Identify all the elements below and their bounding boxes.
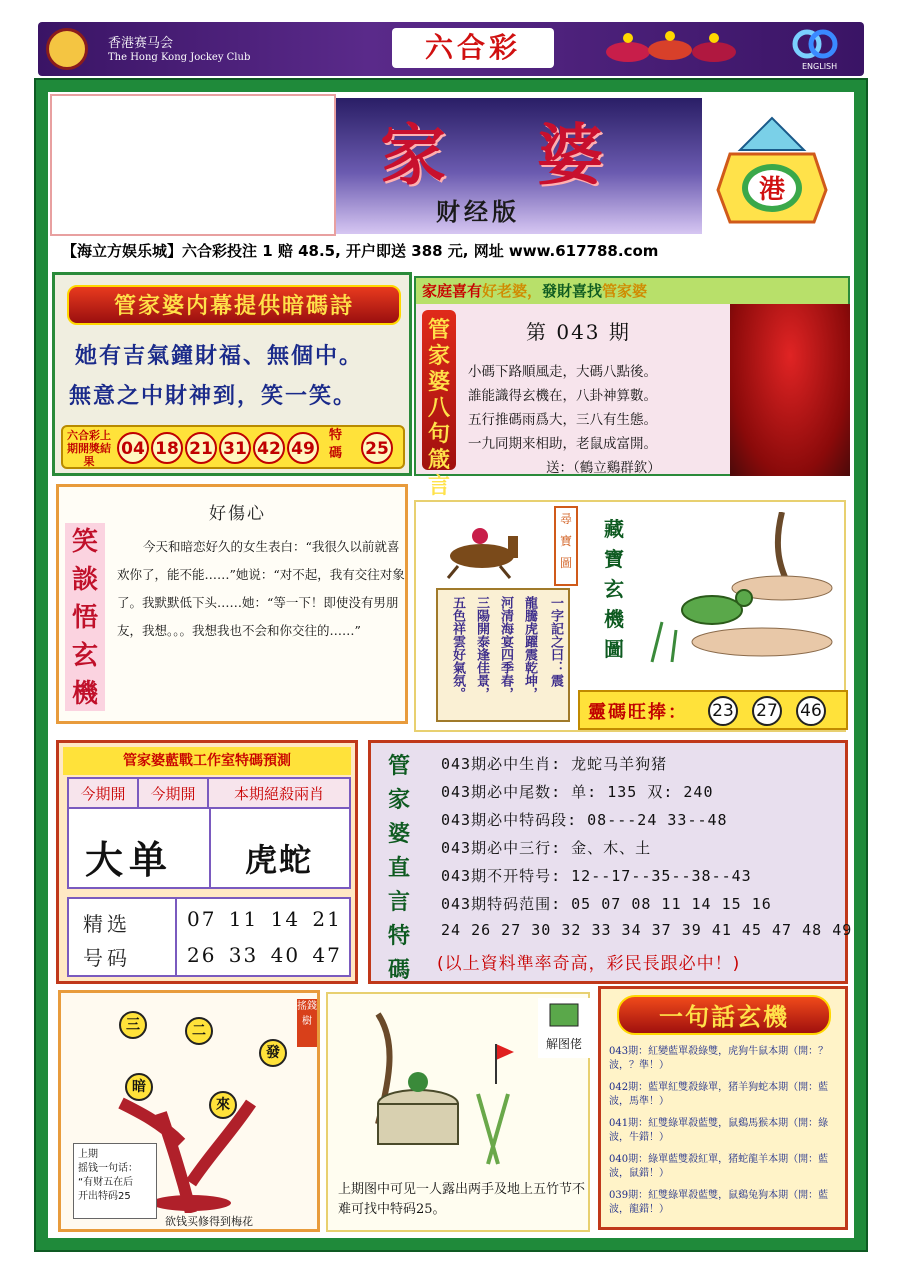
result-ball: 49 [287,432,319,464]
lucky-label: 靈碼旺捧： [588,702,688,723]
org-name-cn: 香港赛马会 [108,36,174,51]
tree-ball: 暗 [125,1073,153,1101]
direct-tips-panel [368,740,853,984]
special-ball: 25 [361,432,393,464]
eight-lines-panel [414,276,850,499]
money-tree-panel [58,990,320,1232]
bride-image [730,304,850,476]
treasure-map-label: 尋寶圖 [554,506,578,586]
result-ball: 31 [219,432,251,464]
poem-panel [52,272,412,476]
tip-line: 043期不开特号: 12--17--35--38--43 [441,867,752,885]
hkjc-logo-icon [46,28,88,70]
scroll-line: 龍騰虎躍震乾坤， [522,596,537,700]
issue-number: 第 043 期 [526,320,631,344]
lucky-numbers-bar [578,690,848,730]
direct-side-title: 管家婆直言特碼 [387,753,410,983]
tree-note: 上期 摇钱一句话： “有财五在后 开出特码25 [73,1143,157,1219]
tree-ball: 發 [259,1039,287,1067]
result-ball: 18 [151,432,183,464]
poem-line-1: 她有吉氣鐘財福、無個中。 [75,343,364,369]
one-line-item: 043期：紅變藍單殺綠雙，虎狗牛鼠本期（開：？波，？準！） [609,1046,829,1071]
riddle-caption: 上期图中可见一人露出两手及地上五竹节不难可找中特码25。 [338,1182,586,1217]
one-line-item: 039期：紅雙綠單殺藍雙，鼠鷄兔狗本期（開：藍波，龍錯！） [609,1190,829,1215]
verse-line: 一九同期来相助，老鼠成富開。 [468,436,657,452]
english-link[interactable]: ENGLISH [802,62,838,71]
header-bar [38,22,864,76]
banner-blank-panel [50,94,336,236]
result-ball: 42 [253,432,285,464]
one-line-item: 042期：藍單紅雙殺綠單，猪羊狗蛇本期（開：藍波，馬準！） [609,1082,829,1107]
ad-banner-link[interactable]: 【海立方娱乐城】六合彩投注 1 赔 48.5, 开户即送 388 元, 网址 www.617788.com [62,242,659,260]
tip-line: 24 26 27 30 32 33 34 37 39 41 45 47 48 49 [441,921,853,939]
tip-line: 043期必中特码段: 08---24 33--48 [441,811,728,829]
tree-ball: 二 [185,1017,213,1045]
duck-pond-image [632,512,842,684]
one-line-item: 041期：紅雙綠單殺藍雙，鼠鷄馬猴本期（開：綠波，牛錯！） [609,1118,829,1143]
verse-line: 小碼下路順風走，大碼八點後。 [468,364,657,380]
joke-panel [56,484,408,724]
jockey-horse-icon [430,516,530,580]
scroll-panel [436,588,570,722]
scroll-line: 一字記之曰：震 [548,596,563,687]
poem-line-2: 無意之中財神到，笑一笑。 [69,383,358,409]
game-title[interactable]: 六合彩 [392,28,554,68]
grid-head: 今期開 [69,779,139,809]
selected-row-2: 26 33 40 47 [187,943,342,967]
one-line-item: 040期：綠單藍雙殺紅單，猪蛇龍羊本期（開：藍波，鼠錯！） [609,1154,829,1179]
joke-title: 好傷心 [209,504,266,524]
grid-divider [209,809,211,887]
tip-line: 043期必中尾数: 单: 135 双: 240 [441,783,714,801]
banner-title: 家 婆 [380,116,637,194]
eight-top-strip [416,278,848,304]
scroll-line: 三陽開泰逢佳景， [474,596,489,700]
top-text-3: 發財喜找 [542,282,603,300]
selected-numbers [67,897,351,977]
banner-subtitle: 财经版 [436,197,520,226]
tree-ball: 三 [119,1011,147,1039]
lottery-logo-icon [790,28,840,60]
top-text-2: 好老婆， [482,282,543,300]
tree-caption: 欲钱买修得到梅花 [165,1215,253,1228]
grid-head: 本期絕殺兩肖 [209,779,349,809]
verse-line: 五行推碼雨爲大，三八有生態。 [468,412,657,428]
nums-divider [175,899,177,975]
scroll-line: 河清海宴四季春， [498,596,513,700]
riddle-label [538,998,590,1058]
riddle-label-text: 解图佬 [545,1037,582,1051]
joke-side-title: 笑談悟玄機 [65,523,105,711]
top-text-1: 家庭喜有 [422,282,483,300]
last-result-label: 六合彩上期開獎結果 [67,429,111,468]
top-text-4: 管家婆 [602,282,648,300]
selected-label [83,907,131,975]
prediction-big-pick: 大单 [85,838,174,882]
tip-line: 043期特码范围: 05 07 08 11 14 15 16 [441,895,772,913]
tip-line: 043期必中三行: 金、木、土 [441,839,652,857]
treasure-panel [414,500,846,732]
one-line-panel [598,986,848,1230]
scroll-line: 五色祥雲好氣氛。 [450,596,465,700]
one-line-title: 一句話玄機 [617,995,831,1035]
lantern-icon [710,114,834,228]
tree-label: 搖錢樹 [297,999,317,1047]
tip-line: 043期必中生肖: 龙蛇马羊狗猪 [441,755,668,773]
verse-sender: 送：（鶴立鷄群欽） [546,460,661,476]
result-ball: 21 [185,432,217,464]
prediction-panel [56,740,358,984]
eight-side-title: 管家婆八句箴言 [422,310,456,470]
tree-ball: 來 [209,1091,237,1119]
lucky-ball: 23 [708,696,738,726]
treasure-hint-label: 藏寶玄機圖 [604,517,624,661]
selected-row-1: 07 11 14 21 [187,907,342,931]
selected-label-2: 号码 [83,946,131,970]
prediction-grid [67,777,351,889]
horses-icon [598,26,748,72]
special-label: 特碼 [329,428,343,461]
result-ball: 04 [117,432,149,464]
banner [50,94,850,236]
riddle-panel [326,992,590,1232]
well-scene-image [338,1004,538,1174]
last-result-bar [61,425,405,469]
joke-body: 今天和暗恋好久的女生表白：“我很久以前就喜欢你了，能不能……”她说：“对不起，我有交往对象了。我默默低下头……她：“等一下！即使没有男朋友，我想。。。我想我也不会和你交往的……” [117,539,405,638]
selected-label-1: 精选 [83,912,131,936]
lucky-ball: 27 [752,696,782,726]
org-name-en: The Hong Kong Jockey Club [108,52,251,63]
lucky-ball: 46 [796,696,826,726]
verse-line: 誰能識得玄機在，八卦神算數。 [468,388,657,404]
direct-footer: (以上資料準率奇高，彩民長跟必中！) [437,954,741,974]
prediction-kill-zodiacs: 虎蛇 [245,841,314,879]
grid-head: 今期開 [139,779,209,809]
poem-title: 管家婆内幕提供暗碼詩 [67,285,401,325]
prediction-title: 管家婆藍戰工作室特碼預測 [63,747,351,775]
book-icon [547,998,581,1032]
lantern-char: 港 [758,175,786,205]
